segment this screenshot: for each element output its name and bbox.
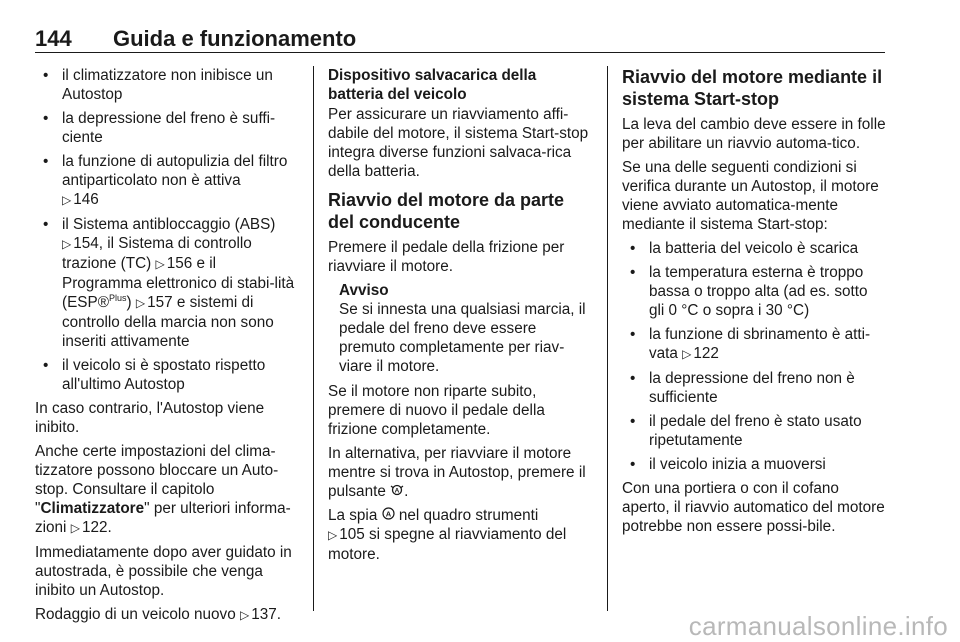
- list-item: • il pedale del freno è stato usato ripetutamente: [622, 412, 887, 450]
- condition-list: [35, 66, 300, 394]
- paragraph: La spia A nel quadro strumenti ▷ 105 si spegne al riavviamento del motore.: [328, 507, 567, 563]
- column-3: [622, 66, 887, 541]
- page-number: 144: [35, 26, 72, 51]
- autostop-icon: [390, 482, 404, 501]
- paragraph: Rodaggio di un veicolo nuovo ▷ 137.: [35, 606, 281, 623]
- page-ref[interactable]: 122: [693, 345, 719, 362]
- page-ref-arrow-icon: ▷: [328, 528, 338, 542]
- paragraph: Se il motore non riparte subito, premere di nuovo il pedale della frizione completamente.: [328, 383, 545, 438]
- paragraph: Premere il pedale della frizione per riavviare il motore.: [328, 239, 565, 275]
- list-item: • il veicolo si è spostato rispetto all'ultimo Autostop: [35, 356, 300, 394]
- page-ref[interactable]: 137.: [251, 606, 281, 623]
- list-item: • la batteria del veicolo è scarica: [622, 239, 887, 258]
- column-divider: [607, 66, 608, 611]
- note-title: Avviso: [339, 282, 389, 299]
- list-item: • la depressione del freno non è sufficiente: [622, 369, 887, 407]
- paragraph: Immediatamente dopo aver guidato in autostrada, è possibile che venga inibito un Autostop.: [35, 544, 292, 599]
- list-item: • la funzione di sbrinamento è atti-vata ▷ 122: [622, 325, 887, 364]
- section-title: Guida e funzionamento: [113, 26, 357, 51]
- note-text: Se si innesta una qualsiasi marcia, il pedale del freno deve essere premuto completamente per riav-viare il motore.: [339, 301, 586, 375]
- paragraph: Anche certe impostazioni del clima-tizzatore possono bloccare un Auto-stop. Consultare il capitolo "Climatizzatore" per ulteriori informa-zioni ▷ 122.: [35, 443, 291, 536]
- list-item: • il veicolo inizia a muoversi: [622, 455, 887, 474]
- list-item: • la temperatura esterna è troppo bassa o troppo alta (ad es. sotto gli 0 °C o sopra i 30 °C): [622, 263, 887, 320]
- heading: Riavvio del motore da parte del conducente: [328, 190, 565, 232]
- paragraph: Per assicurare un riavviamento affi-dabile del motore, il sistema Start-stop integra diverse funzioni salvaca-rica della batteria.: [328, 106, 589, 180]
- watermark: carmanualsonline.info: [688, 611, 948, 641]
- list-item: • la funzione di autopulizia del filtro antiparticolato non è attiva ▷ 146: [35, 152, 300, 210]
- page-ref-arrow-icon: ▷: [239, 608, 250, 622]
- paragraph: Con una portiera o con il cofano aperto, il riavvio automatico del motore potrebbe non essere possi-bile.: [622, 480, 885, 535]
- note-box: [328, 281, 593, 376]
- page-ref-arrow-icon: ▷: [135, 296, 146, 310]
- svg-text:A: A: [385, 509, 391, 519]
- page-ref-arrow-icon: ▷: [62, 193, 72, 207]
- page-ref-arrow-icon: ▷: [155, 257, 165, 271]
- paragraph: La leva del cambio deve essere in folle per abilitare un riavvio automa-tico.: [622, 116, 886, 152]
- autostop-indicator-icon: [382, 506, 395, 525]
- column-1: [35, 66, 300, 630]
- page-ref-arrow-icon: ▷: [682, 347, 692, 361]
- paragraph: Se una delle seguenti condizioni si verifica durante un Autostop, il motore viene avviato automatica-mente mediante il sistema Start-stop:: [622, 159, 879, 233]
- svg-text:A: A: [394, 487, 400, 495]
- column-2: [328, 66, 593, 569]
- header-rule: [35, 52, 885, 53]
- restart-condition-list: [622, 239, 887, 474]
- list-item: • il Sistema antibloccaggio (ABS) ▷ 154, il Sistema di controllo trazione (TC) ▷ 156 e il Programma elettronico di stabi-lità (ESP®$^{Plus}$) ▷ 157 e sistemi di controllo della marcia non sono inseriti attivamente: [35, 215, 300, 351]
- column-divider: [313, 66, 314, 611]
- list-item: • la depressione del freno è suffi-ciente: [35, 109, 300, 147]
- page-ref-arrow-icon: ▷: [70, 521, 80, 535]
- page-ref[interactable]: 122.: [81, 519, 112, 536]
- page-ref-arrow-icon: ▷: [62, 237, 72, 251]
- paragraph: In caso contrario, l'Autostop viene inibito.: [35, 400, 265, 436]
- page-ref[interactable]: 146: [73, 191, 99, 208]
- list-item: • il climatizzatore non inibisce un Autostop: [35, 66, 300, 104]
- subheading: Dispositivo salvacarica della batteria del veicolo: [328, 67, 537, 103]
- paragraph: In alternativa, per riavviare il motore mentre si trova in Autostop, premere il pulsante A .: [328, 445, 586, 500]
- heading: Riavvio del motore mediante il sistema Start-stop: [622, 67, 883, 109]
